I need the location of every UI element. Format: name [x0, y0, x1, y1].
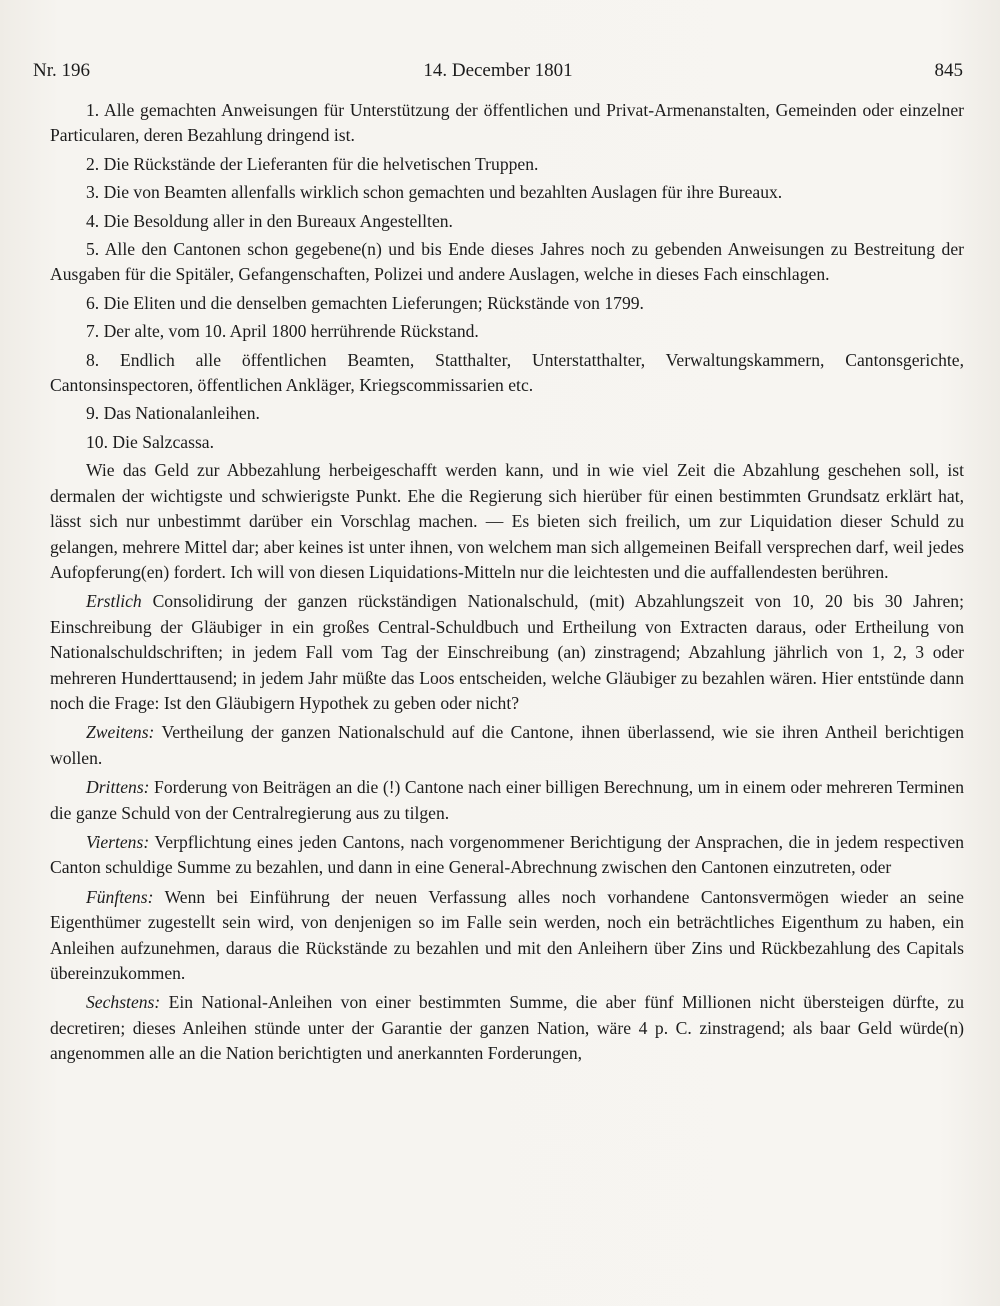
proposal-paragraph: [50, 885, 964, 987]
proposal-text: Verpflichtung eines jeden Cantons, nach vorgenommener Berichtigung der Ansprachen, die in jedem respectiven Canton schuldige Summe zu bezahlen, und dann in eine General-Abrechnung zwischen den Cantonen einzutreten, oder: [50, 831, 964, 878]
proposal-lead: Fünftens:: [86, 886, 154, 907]
document-body: [52, 98, 964, 1071]
proposal-text: Consolidirung der ganzen rückständigen Nationalschuld, (mit) Abzahlungszeit von 10, 20 bis 30 Jahren; Einschreibung der Gläubiger in ein großes Central-Schuldbuch und Ertheilung von Extracten daraus, oder Ertheilung von Nationalschuldschriften; in jedem Fall vom Tag der Einschreibung (an) zinstragend; Abzahlung jährlich von 1, 2, 3 oder mehreren Hunderttausend; in jedem Jahr müßte das Loos entscheiden, welche Gläubiger zu bezahlen wären. Hier entstünde dann noch die Frage: Ist den Gläubigern Hypothek zu geben oder nicht?: [50, 591, 964, 713]
proposal-text: Ein National-Anleihen von einer bestimmten Summe, die aber fünf Millionen nicht übersteigen dürfte, zu decretiren; dieses Anleihen stünde unter der Garantie der ganzen Nation, wäre 4 p. C. zinstragend; als baar Geld würde(n) angenommen alle an die Nation berichtigten und anerkannten Forderungen,: [50, 992, 964, 1064]
proposal-paragraph: [50, 830, 964, 881]
list-item: 7. Der alte, vom 10. April 1800 herrührende Rückstand.: [86, 321, 479, 342]
proposal-lead: Drittens:: [86, 777, 150, 798]
list-item: 5. Alle den Cantonen schon gegebene(n) und bis Ende dieses Jahres noch zu gebenden Anweisungen zu Bestreitung der Ausgaben für die Spitäler, Gefangenschaften, Polizei und andere Auslagen, welche in dieses Fach einschlagen.: [50, 239, 964, 285]
proposal-lead: Erstlich: [86, 591, 142, 612]
proposal-paragraph: [50, 589, 964, 716]
list-item: 4. Die Besoldung aller in den Bureaux Angestellten.: [86, 210, 453, 231]
proposal-text: Wenn bei Einführung der neuen Verfassung alles noch vorhandene Cantonsvermögen wieder an seine Eigenthümer zugestellt sein wird, von denjenigen so im Falle sein werden, noch ein beträchtliches Eigenthum zu haben, ein Anleihen aufzunehmen, daraus die Rückstände zu bezahlen und mit den Anleihern über Zins und Rückbezahlung des Capitals übereinzukommen.: [50, 886, 964, 983]
document-number: Nr. 196: [33, 60, 90, 81]
proposal-paragraph: [50, 775, 964, 826]
list-item: 2. Die Rückstände der Lieferanten für die helvetischen Truppen.: [86, 153, 539, 174]
page-number: 845: [934, 60, 963, 81]
list-item: 6. Die Eliten und die denselben gemachten Lieferungen; Rückstände von 1799.: [86, 292, 644, 313]
list-item: 10. Die Salzcassa.: [86, 431, 215, 452]
proposal-paragraph: [50, 720, 964, 771]
proposal-lead: Viertens:: [86, 831, 150, 852]
list-item: 3. Die von Beamten allenfalls wirklich schon gemachten und bezahlten Auslagen für ihre Bureaux.: [86, 182, 783, 203]
intro-paragraph: Wie das Geld zur Abbezahlung herbeigeschafft werden kann, und in wie viel Zeit die Abzahlung geschehen soll, ist dermalen der wichtigste und schwierigste Punkt. Ehe die Regierung sich hierüber für einen bestimmten Grundsatz erklärt hat, lässt sich nur unbestimmt darüber ein Vorschlag machen. — Es bieten sich freilich, um zur Liquidation dieser Schuld zu gelangen, mehrere Mittel dar; aber keines ist unter ihnen, von welchem man sich allgemeinen Beifall versprechen darf, weil jedes Aufopferung(en) fordert. Ich will von diesen Liquidations-Mitteln nur die leichtesten und die auffallendesten berühren.: [50, 460, 964, 582]
list-item: 9. Das Nationalanleihen.: [86, 403, 260, 424]
proposal-lead: Sechstens:: [86, 992, 161, 1013]
document-date: 14. December 1801: [423, 60, 573, 81]
list-item: 8. Endlich alle öffentlichen Beamten, Statthalter, Unterstatthalter, Verwaltungskammern, Cantonsgerichte, Cantonsinspectoren, öffentlichen Ankläger, Kriegscommissarien etc.: [50, 349, 964, 396]
proposal-paragraph: [50, 990, 964, 1066]
page-header: [33, 60, 963, 86]
list-item: 1. Alle gemachten Anweisungen für Unterstützung der öffentlichen und Privat-Armenanstalten, Gemeinden oder einzelner Particularen, deren Bezahlung dringend ist.: [50, 100, 964, 146]
proposal-lead: Zweitens:: [86, 722, 155, 743]
proposal-text: Forderung von Beiträgen an die (!) Cantone nach einer billigen Berechnung, um in einem oder mehreren Terminen die ganze Schuld von der Centralregierung aus zu tilgen.: [50, 777, 964, 823]
proposal-text: Vertheilung der ganzen Nationalschuld auf die Cantone, ihnen überlassend, wie sie ihren Antheil berichtigen wollen.: [50, 722, 964, 768]
